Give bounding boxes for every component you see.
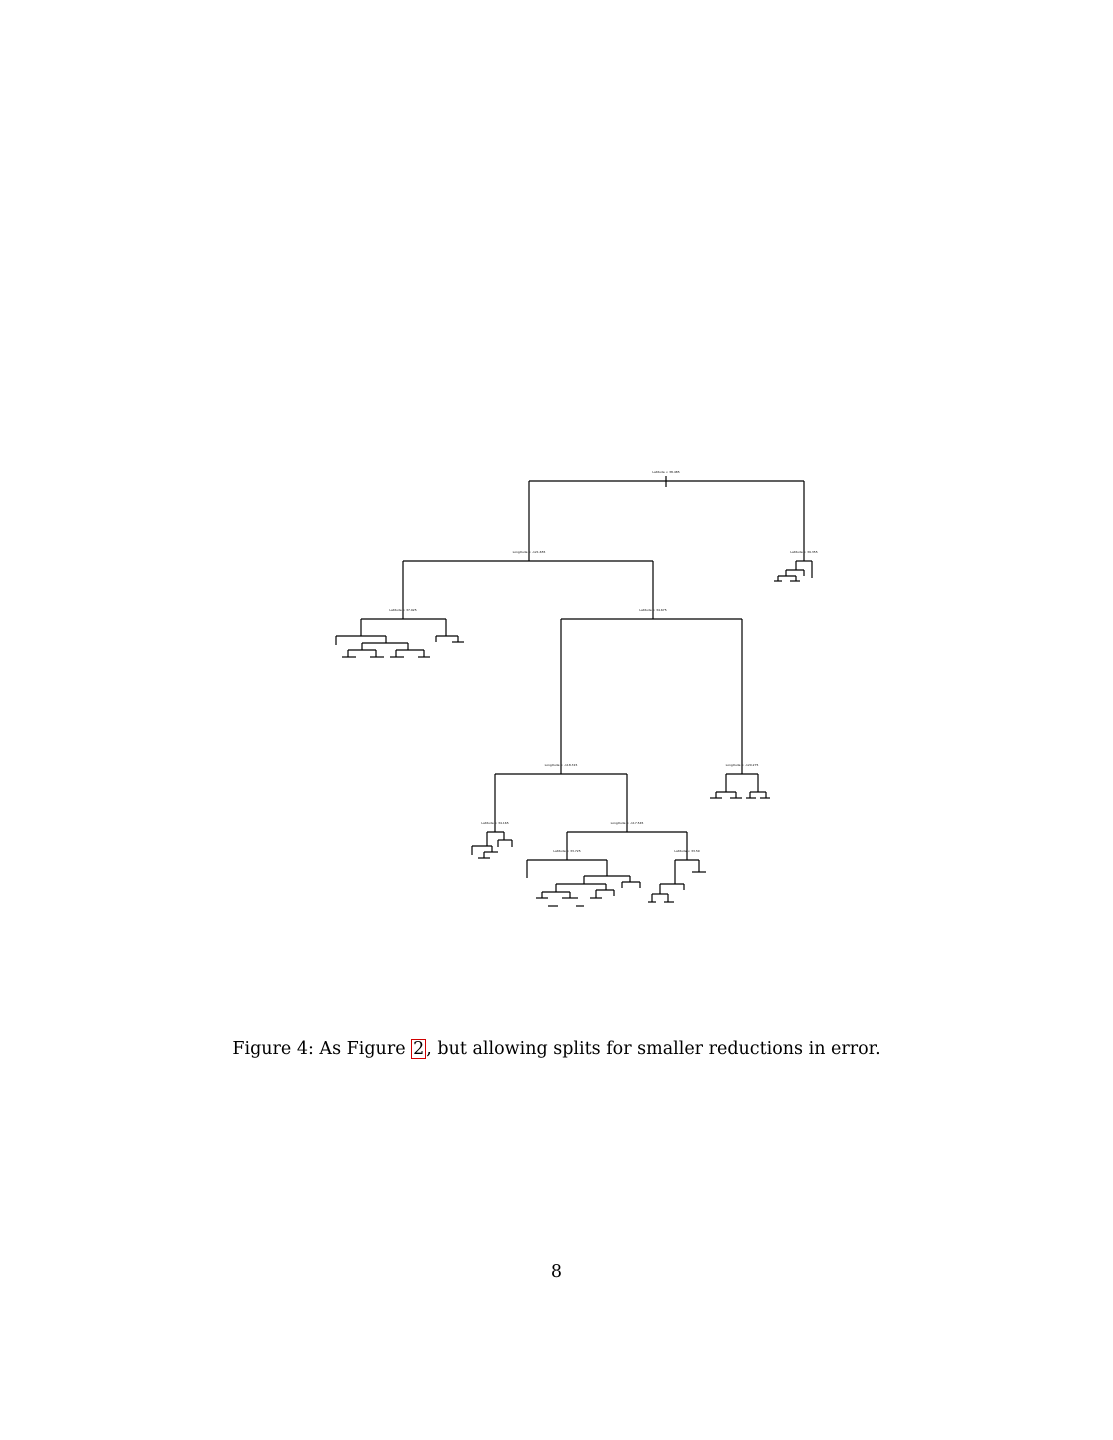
split-label-lrll: Latitude < 34.165	[481, 821, 509, 825]
split-label-lrlrl: Latitude < 33.725	[553, 849, 581, 853]
figure-caption	[0, 1039, 1113, 1059]
split-label-right: Latitude < 39.355	[790, 550, 818, 554]
split-label-left: Longitude < -121.655	[512, 550, 546, 554]
split-label-left-right: Latitude < 34.675	[639, 608, 667, 612]
split-label-lrlr: Longitude < -117.545	[610, 821, 644, 825]
figure-reference-link[interactable]: 2	[413, 1039, 425, 1059]
split-label-lrlrr: Latitude < 33.59	[674, 849, 700, 853]
split-label-root: Latitude < 38.485	[652, 470, 680, 474]
caption-prefix: Figure 4: As Figure	[232, 1039, 412, 1059]
page-number: 8	[550, 1262, 563, 1282]
split-label-lrr: Longitude < -120.275	[725, 763, 759, 767]
split-label-lrl: Longitude < -118.315	[544, 763, 578, 767]
split-label-left-left: Latitude < 37.925	[389, 608, 417, 612]
caption-suffix: , but allowing splits for smaller reductions in error.	[426, 1039, 881, 1059]
